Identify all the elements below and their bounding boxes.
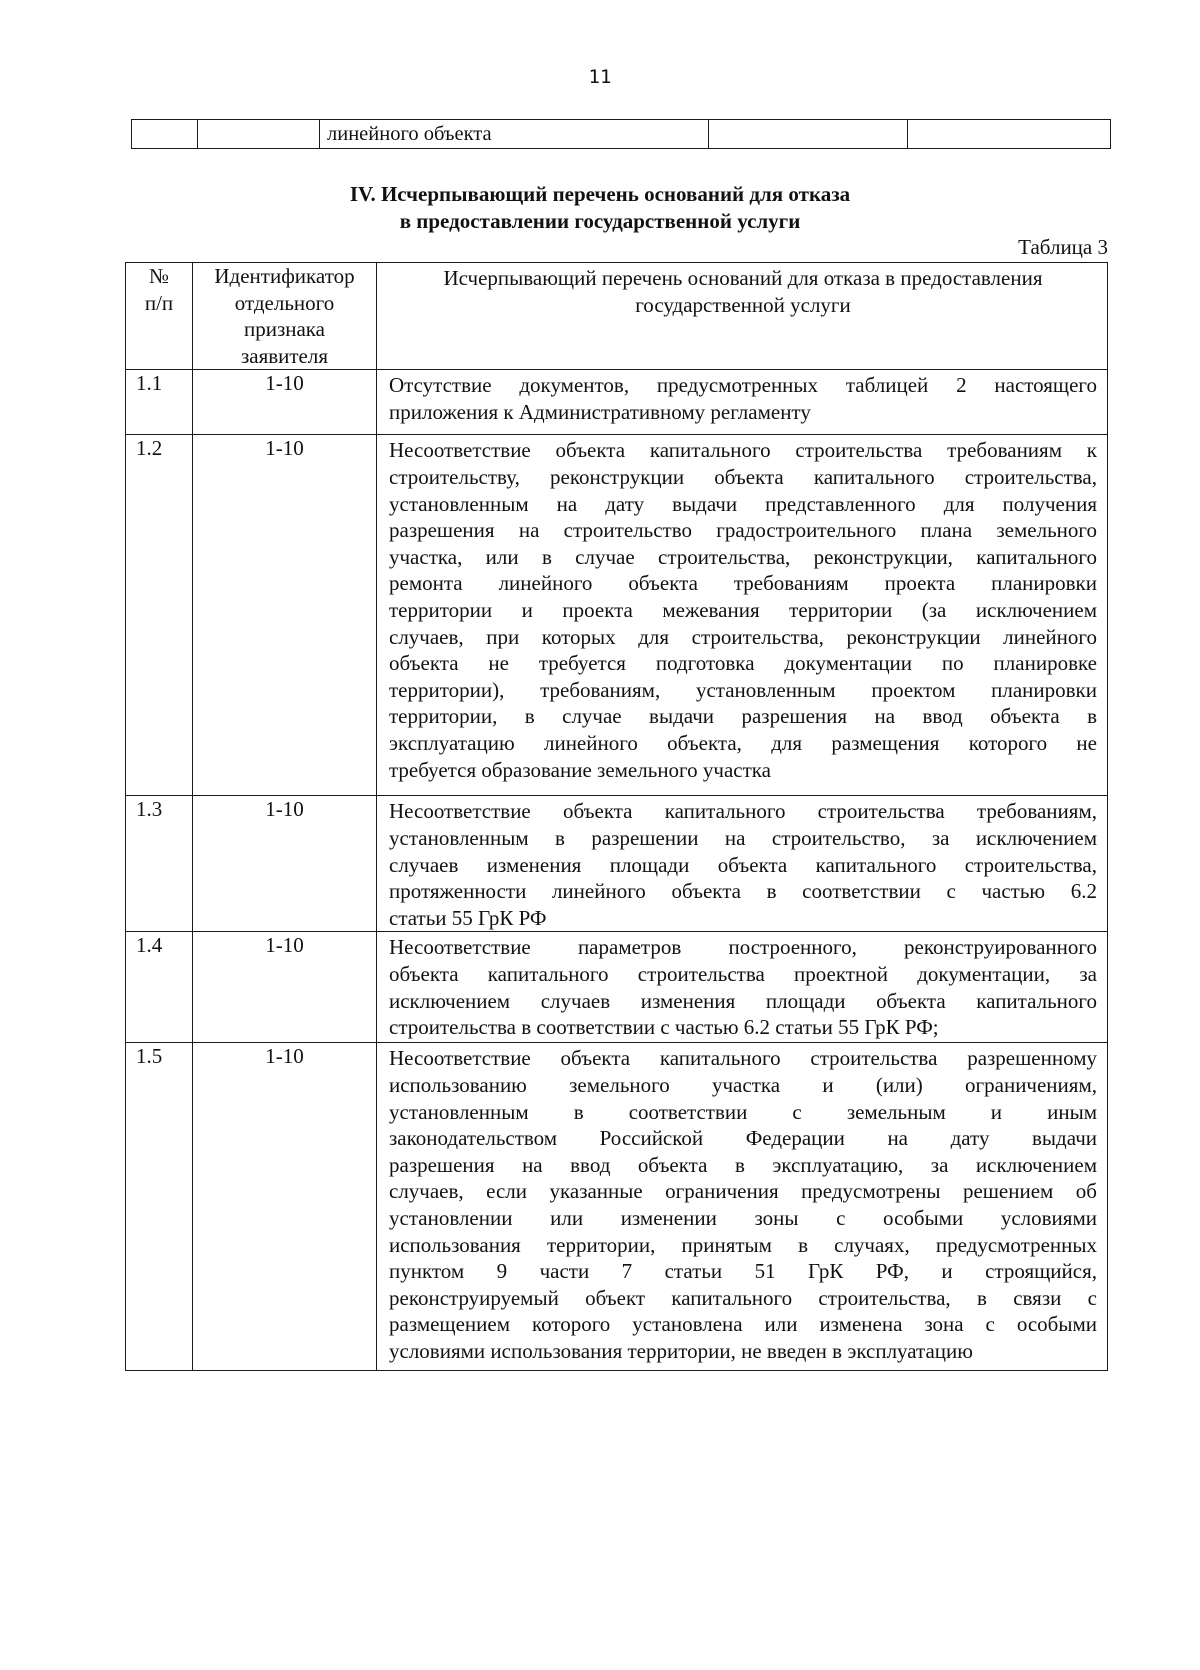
header-identifier	[193, 263, 377, 370]
empty-cell	[132, 120, 198, 149]
section-title-line: в предоставлении государственной услуги	[399, 209, 801, 233]
table-caption: Таблица 3	[1018, 235, 1108, 259]
row-grounds	[377, 370, 1108, 435]
grounds-line: Несоответствие объекта капитального строительства требованиям,	[389, 799, 1097, 824]
grounds-line: разрешения на строительство градостроительного плана земельного	[389, 518, 1097, 543]
row-identifier: 1-10	[193, 796, 377, 932]
grounds-line: разрешения на ввод объекта в эксплуатацию, за исключением	[389, 1152, 1097, 1177]
row-identifier: 1-10	[193, 370, 377, 435]
grounds-line: эксплуатацию линейного объекта, для размещения которого не	[389, 730, 1097, 755]
row-grounds	[377, 435, 1108, 796]
grounds-line: пунктом 9 части 7 статьи 51 ГрК РФ, и строящийся,	[389, 1259, 1097, 1284]
header-line: признака	[243, 317, 326, 342]
grounds-line: ремонта линейного объекта требованиям проекта планировки	[389, 571, 1097, 596]
grounds-line: установлении или изменении зоны с особыми условиями	[389, 1205, 1097, 1230]
table-row	[126, 435, 1108, 796]
table-row	[126, 796, 1108, 932]
grounds-line: использованию земельного участка и (или) ограничениям,	[389, 1072, 1097, 1097]
header-line: Исчерпывающий перечень оснований для отказа в предоставления	[443, 266, 1043, 290]
header-line: заявителя	[240, 343, 329, 368]
grounds-line: Несоответствие объекта капитального строительства требованиям к	[389, 438, 1097, 463]
row-identifier: 1-10	[193, 1043, 377, 1371]
header-line: государственной услуги	[635, 292, 851, 317]
row-grounds	[377, 796, 1108, 932]
row-num: 1.3	[126, 796, 193, 932]
grounds-line: Несоответствие параметров построенного, реконструированного	[389, 935, 1097, 960]
header-line: отдельного	[234, 290, 335, 315]
header-line: п/п	[144, 290, 174, 315]
table-row	[132, 120, 1111, 149]
grounds-line: объекта не требуется подготовка документации по планировке	[389, 651, 1097, 676]
row-identifier: 1-10	[193, 932, 377, 1043]
grounds-line: объекта капитального строительства проектной документации, за	[389, 961, 1097, 986]
row-identifier: 1-10	[193, 435, 377, 796]
continuation-table	[131, 119, 1111, 149]
row-grounds	[377, 1043, 1108, 1371]
grounds-line: участка, или в случае строительства, реконструкции, капитального	[389, 544, 1097, 569]
grounds-line: установленным в соответствии с земельным и иным	[389, 1099, 1097, 1124]
table-row	[126, 1043, 1108, 1371]
row-num: 1.2	[126, 435, 193, 796]
row-grounds	[377, 932, 1108, 1043]
grounds-line: территории и проекта межевания территории (за исключением	[389, 597, 1097, 622]
grounds-line: случаев, при которых для строительства, реконструкции линейного	[389, 624, 1097, 649]
row-num: 1.4	[126, 932, 193, 1043]
refusal-grounds-table	[125, 262, 1108, 1371]
grounds-line: случаев изменения площади объекта капитального строительства,	[389, 852, 1097, 877]
header-num	[126, 263, 193, 370]
page-number: 11	[588, 66, 612, 88]
table-header-row	[126, 263, 1108, 370]
grounds-line: установленным в разрешении на строительство, за исключением	[389, 825, 1097, 850]
grounds-line: размещением которого установлена или изменена зона с особыми	[389, 1312, 1097, 1337]
grounds-line: использования территории, принятым в случаях, предусмотренных	[389, 1232, 1097, 1257]
grounds-line: случаев, если указанные ограничения предусмотрены решением об	[389, 1179, 1097, 1204]
grounds-line: Отсутствие документов, предусмотренных таблицей 2 настоящего	[389, 373, 1097, 398]
grounds-line: строительства в соответствии с частью 6.2 статьи 55 ГрК РФ;	[389, 1015, 939, 1040]
grounds-line: строительству, реконструкции объекта капитального строительства,	[389, 464, 1097, 489]
row-num: 1.1	[126, 370, 193, 435]
empty-cell	[709, 120, 908, 149]
section-title	[0, 181, 1200, 235]
row-num: 1.5	[126, 1043, 193, 1371]
grounds-line: территории), требованиям, установленным проектом планировки	[389, 677, 1097, 702]
header-line: №	[148, 264, 170, 288]
empty-cell	[908, 120, 1111, 149]
section-title-line: IV. Исчерпывающий перечень оснований для отказа	[349, 182, 851, 206]
grounds-line: реконструируемый объект капитального строительства, в связи с	[389, 1285, 1097, 1310]
grounds-line: установленным на дату выдачи представленного для получения	[389, 491, 1097, 516]
grounds-line: исключением случаев изменения площади объекта капитального	[389, 988, 1097, 1013]
grounds-line: требуется образование земельного участка	[389, 757, 771, 782]
header-grounds	[377, 263, 1108, 370]
table-row	[126, 370, 1108, 435]
grounds-line: приложения к Административному регламенту	[389, 399, 811, 424]
grounds-line: территории, в случае выдачи разрешения на ввод объекта в	[389, 704, 1097, 729]
grounds-line: статьи 55 ГрК РФ	[389, 905, 547, 930]
grounds-line: протяженности линейного объекта в соответствии с частью 6.2	[389, 879, 1097, 904]
table-row	[126, 932, 1108, 1043]
grounds-line: Несоответствие объекта капитального строительства разрешенному	[389, 1046, 1097, 1071]
grounds-line: условиями использования территории, не введен в эксплуатацию	[389, 1338, 973, 1363]
header-line: Идентификатор	[214, 264, 355, 288]
empty-cell	[198, 120, 320, 149]
continuation-cell: линейного объекта	[320, 120, 709, 149]
grounds-line: законодательством Российской Федерации на дату выдачи	[389, 1126, 1097, 1151]
